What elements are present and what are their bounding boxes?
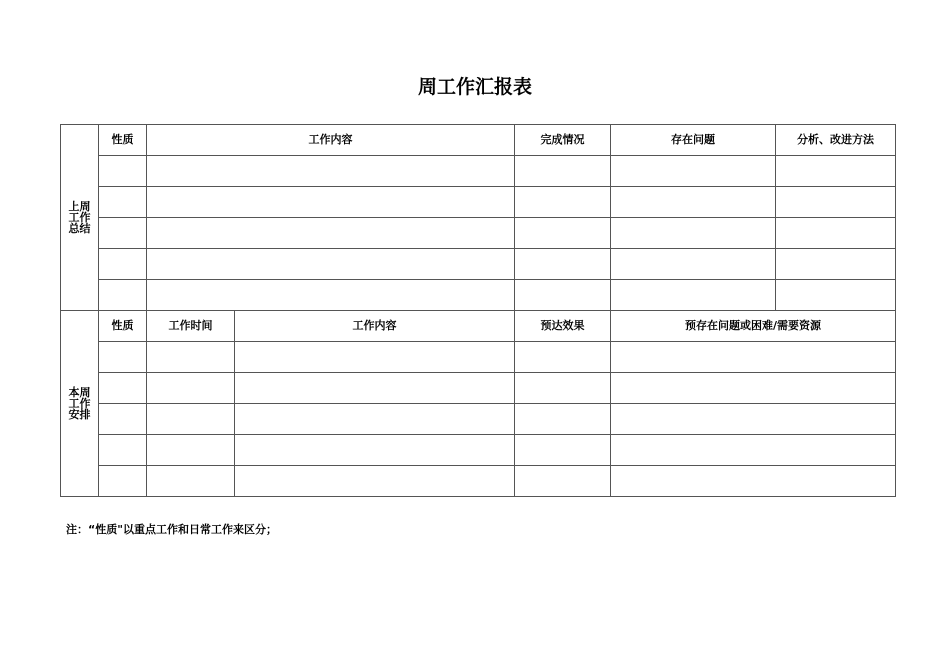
- table-cell[interactable]: [99, 249, 147, 280]
- table-row: [61, 280, 896, 311]
- header-cell-expected-result: 预达效果: [515, 311, 611, 342]
- table-cell[interactable]: [99, 404, 147, 435]
- last-week-section-label: 上周工作总结: [61, 125, 99, 311]
- table-row: [61, 435, 896, 466]
- table-cell[interactable]: [611, 404, 896, 435]
- table-cell[interactable]: [515, 435, 611, 466]
- table-cell[interactable]: [147, 404, 235, 435]
- table-cell[interactable]: [776, 218, 896, 249]
- table-row: [61, 218, 896, 249]
- this-week-section-label: 本周工作安排: [61, 311, 99, 497]
- table-row: [61, 404, 896, 435]
- table-cell[interactable]: [147, 218, 515, 249]
- table-cell[interactable]: [515, 156, 611, 187]
- table-cell[interactable]: [515, 342, 611, 373]
- header-cell-nature: 性质: [99, 311, 147, 342]
- page-title: 周工作汇报表: [417, 76, 532, 98]
- weekly-report-table: [60, 124, 896, 497]
- table-cell[interactable]: [515, 187, 611, 218]
- table-cell[interactable]: [611, 218, 776, 249]
- table-cell[interactable]: [99, 342, 147, 373]
- table-cell[interactable]: [611, 156, 776, 187]
- table-cell[interactable]: [611, 187, 776, 218]
- table-cell[interactable]: [515, 466, 611, 497]
- table-cell[interactable]: [611, 280, 776, 311]
- table-row: [61, 156, 896, 187]
- table-cell[interactable]: [147, 373, 235, 404]
- table-cell[interactable]: [515, 280, 611, 311]
- table-cell[interactable]: [147, 466, 235, 497]
- table-cell[interactable]: [611, 466, 896, 497]
- header-cell-analysis: 分析、改进方法: [776, 125, 896, 156]
- header-cell-expected-problems: 预存在问题或困难/需要资源: [611, 311, 896, 342]
- footnote: 注：“性质"以重点工作和日常工作来区分；: [66, 523, 277, 536]
- table-cell[interactable]: [515, 404, 611, 435]
- table-cell[interactable]: [235, 373, 515, 404]
- table-cell[interactable]: [611, 435, 896, 466]
- table-cell[interactable]: [99, 187, 147, 218]
- table-cell[interactable]: [776, 187, 896, 218]
- table-cell[interactable]: [147, 249, 515, 280]
- table-cell[interactable]: [515, 249, 611, 280]
- table-cell[interactable]: [147, 156, 515, 187]
- table-cell[interactable]: [99, 280, 147, 311]
- table-cell[interactable]: [235, 466, 515, 497]
- table-row: [61, 466, 896, 497]
- table-cell[interactable]: [611, 342, 896, 373]
- header-cell-problems: 存在问题: [611, 125, 776, 156]
- table-cell[interactable]: [147, 187, 515, 218]
- table-cell[interactable]: [776, 249, 896, 280]
- table-cell[interactable]: [776, 280, 896, 311]
- table-row: [61, 187, 896, 218]
- table-cell[interactable]: [235, 435, 515, 466]
- table-cell[interactable]: [147, 280, 515, 311]
- table-cell[interactable]: [99, 218, 147, 249]
- table-cell[interactable]: [611, 249, 776, 280]
- header-cell-work-content: 工作内容: [147, 125, 515, 156]
- table-cell[interactable]: [776, 156, 896, 187]
- table-cell[interactable]: [235, 404, 515, 435]
- table-cell[interactable]: [235, 342, 515, 373]
- table-row: [61, 249, 896, 280]
- table-cell[interactable]: [515, 373, 611, 404]
- table-row: [61, 342, 896, 373]
- this-week-header-row: [61, 311, 896, 342]
- table-cell[interactable]: [515, 218, 611, 249]
- header-cell-work-content: 工作内容: [235, 311, 515, 342]
- table-cell[interactable]: [147, 342, 235, 373]
- header-cell-completion: 完成情况: [515, 125, 611, 156]
- table-row: [61, 373, 896, 404]
- last-week-header-row: [61, 125, 896, 156]
- header-cell-nature: 性质: [99, 125, 147, 156]
- table-cell[interactable]: [611, 373, 896, 404]
- table-cell[interactable]: [99, 373, 147, 404]
- table-cell[interactable]: [99, 466, 147, 497]
- header-cell-work-time: 工作时间: [147, 311, 235, 342]
- table-cell[interactable]: [99, 156, 147, 187]
- table-cell[interactable]: [147, 435, 235, 466]
- table-cell[interactable]: [99, 435, 147, 466]
